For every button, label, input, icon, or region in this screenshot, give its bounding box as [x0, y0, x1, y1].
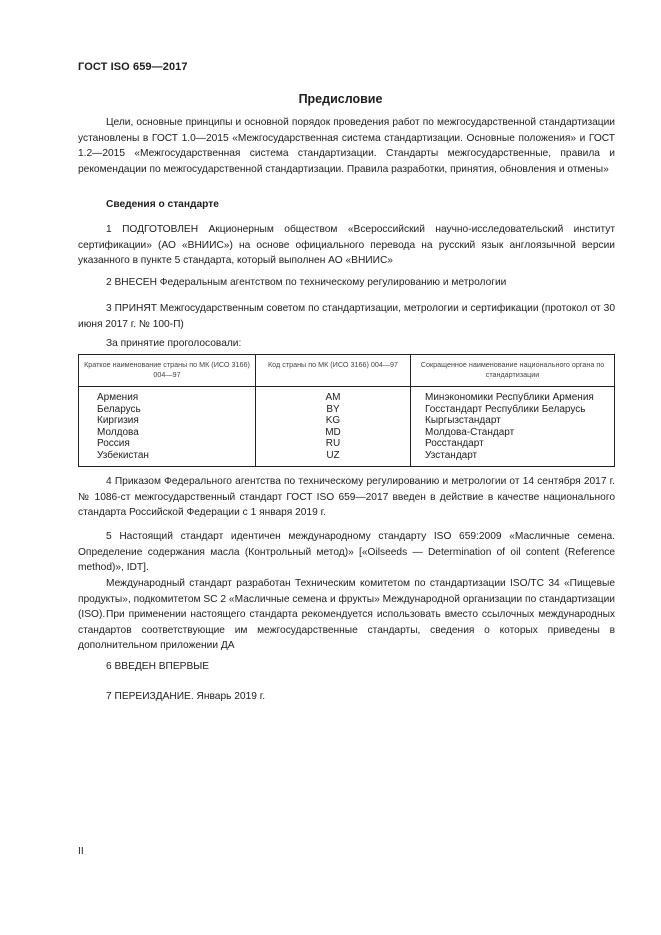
column-header-body: Сокращенное наименование национального органа по стандартизации	[411, 355, 615, 387]
country-name: Киргизия	[79, 415, 256, 427]
country-code: BY	[256, 404, 411, 416]
page-title: Предисловие	[298, 92, 383, 106]
country-name: Узбекистан	[79, 450, 256, 466]
standards-body: Госстандарт Республики Беларусь	[411, 404, 615, 416]
item-first-introduced: 6 ВВЕДЕН ВПЕРВЫЕ	[106, 661, 210, 672]
item-enacted: 4 Приказом Федерального агентства по техническому регулированию и метрологии от 14 сентября 2017 г. № 1086-ст межгосударственный стандарт ГОСТ ISO 659—2017 введен в действие в качестве национального стандарта Российской Федерации с 1 января 2019 г.	[78, 476, 615, 518]
item-identical: 5 Настоящий стандарт идентичен международному стандарту ISO 659:2009 «Масличные семена. Определение содержания масла (Контрольный метод)» [«Oilseeds — Determination of oil content (Reference method)», IDT].	[78, 531, 615, 573]
item-references: При применении настоящего стандарта рекомендуется использовать вместо ссылочных международных стандартов соответствующие им межгосударственные стандарты, сведения о которых приведены в дополнительном приложении ДА	[78, 609, 615, 651]
item-introduced: 2 ВНЕСЕН Федеральным агентством по техническому регулированию и метрологии	[106, 277, 507, 288]
vote-intro: За принятие проголосовали:	[106, 338, 242, 349]
standards-body: Росстандарт	[411, 438, 615, 450]
country-code: RU	[256, 438, 411, 450]
column-header-code: Код страны по МК (ИСО 3166) 004—97	[256, 355, 411, 387]
country-name: Россия	[79, 438, 256, 450]
country-name: Молдова	[79, 427, 256, 439]
country-code: AM	[256, 387, 411, 404]
standards-body: Молдова-Стандарт	[411, 427, 615, 439]
item-reissue: 7 ПЕРЕИЗДАНИЕ. Январь 2019 г.	[106, 691, 266, 702]
country-code: MD	[256, 427, 411, 439]
column-header-country: Краткое наименование страны по МК (ИСО 3166) 004—97	[79, 355, 256, 387]
standards-body: Кыргызстандарт	[411, 415, 615, 427]
country-code: KG	[256, 415, 411, 427]
table-row	[79, 438, 615, 450]
page-number: II	[78, 846, 84, 857]
table-header-row	[79, 355, 615, 387]
table-row	[79, 415, 615, 427]
item-prepared: 1 ПОДГОТОВЛЕН Акционерным обществом «Всероссийский научно-исследовательский институт сертификации» (АО «ВНИИС») на основе официального перевода на русский язык англоязычной версии указанного в пункте 5 стандарта, который выполнен АО «ВНИИС»	[78, 224, 615, 266]
item-developer: Международный стандарт разработан Техническим комитетом по стандартизации ISO/TC 34 «Пищевые продукты», подкомитетом SC 2 «Масличные семена и фрукты» Международной организации по стандартизации (ISO).	[78, 578, 615, 620]
table-row	[79, 450, 615, 466]
voting-countries-table	[78, 354, 615, 467]
table-row	[79, 427, 615, 439]
country-name: Армения	[79, 387, 256, 404]
document-code: ГОСТ ISO 659—2017	[78, 61, 188, 73]
info-heading: Сведения о стандарте	[106, 199, 219, 210]
table-row	[79, 387, 615, 404]
standards-body: Минэкономики Республики Армения	[411, 387, 615, 404]
country-code: UZ	[256, 450, 411, 466]
table-row	[79, 404, 615, 416]
country-name: Беларусь	[79, 404, 256, 416]
intro-paragraph: Цели, основные принципы и основной порядок проведения работ по межгосударственной стандартизации установлены в ГОСТ 1.0—2015 «Межгосударственная система стандартизации. Основные положения» и ГОСТ 1.2—2015 «Межгосударственная система стандартизации. Стандарты межгосударственные, правила и рекомендации по межгосударственной стандартизации. Правила разработки, принятия, обновления и отмены»	[78, 117, 615, 175]
item-adopted: 3 ПРИНЯТ Межгосударственным советом по стандартизации, метрологии и сертификации (протокол от 30 июня 2017 г. № 100-П)	[78, 303, 615, 330]
standards-body: Узстандарт	[411, 450, 615, 466]
